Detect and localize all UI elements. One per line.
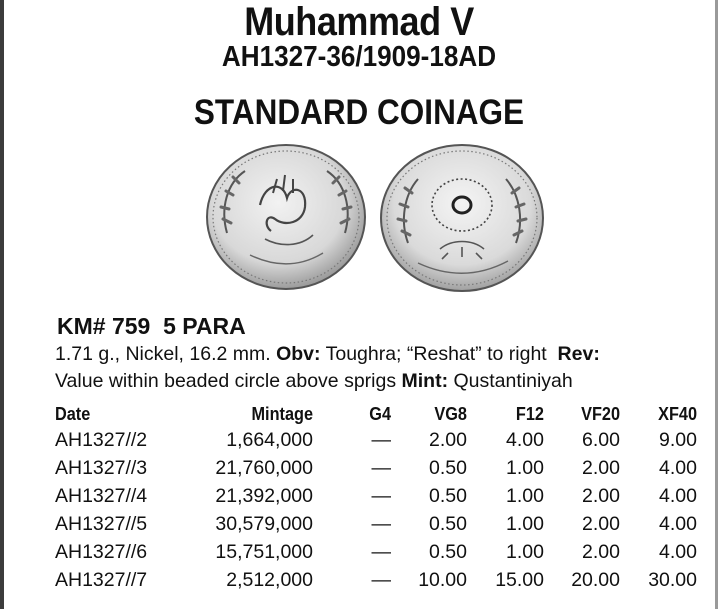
cell-xf40: 4.00 [659, 540, 697, 563]
cell-g4: — [371, 540, 391, 563]
cell-mintage: 2,512,000 [226, 568, 313, 591]
cell-vf20: 2.00 [582, 456, 620, 479]
header-date: Date [55, 402, 91, 424]
coin-obverse-image [205, 143, 367, 296]
cell-mintage: 21,392,000 [215, 484, 313, 507]
left-page-edge [0, 0, 4, 609]
mintage-price-table [55, 401, 697, 594]
cell-mintage: 30,579,000 [215, 512, 313, 535]
cell-vf20: 20.00 [571, 568, 620, 591]
cell-vg8: 0.50 [429, 540, 467, 563]
table-row [55, 510, 697, 538]
km-number: KM# 759 [57, 313, 151, 339]
cell-date: AH1327//5 [55, 512, 148, 535]
cell-f12: 1.00 [506, 540, 544, 563]
cell-vg8: 2.00 [429, 428, 467, 451]
cell-g4: — [371, 484, 391, 507]
obverse-label: Obv: [276, 343, 321, 365]
cell-f12: 1.00 [506, 512, 544, 535]
coin-reverse-image [378, 143, 546, 298]
cell-vg8: 0.50 [429, 484, 467, 507]
table-row [55, 538, 697, 566]
cell-g4: — [371, 428, 391, 451]
catalog-entry-title [57, 313, 246, 340]
reign-dates: AH1327-36/1909-18AD [221, 41, 497, 73]
series-title: STANDARD COINAGE [193, 93, 525, 132]
header-mintage: Mintage [251, 402, 313, 424]
cell-xf40: 4.00 [659, 484, 697, 507]
cell-date: AH1327//2 [55, 428, 148, 451]
cell-xf40: 30.00 [648, 568, 697, 591]
table-row [55, 426, 697, 454]
table-row [55, 482, 697, 510]
coin-specs: 1.71 g., Nickel, 16.2 mm. [55, 343, 271, 365]
cell-vf20: 2.00 [582, 512, 620, 535]
cell-f12: 4.00 [506, 428, 544, 451]
denomination: 5 PARA [163, 313, 246, 339]
description-line-1 [55, 343, 600, 366]
header-xf40: XF40 [658, 402, 697, 424]
description-line-2 [55, 370, 573, 393]
cell-vg8: 0.50 [429, 512, 467, 535]
obverse-description: Toughra; “Reshat” to right [325, 343, 547, 365]
mint-name: Qustantiniyah [453, 370, 573, 392]
cell-g4: — [371, 512, 391, 535]
mint-label: Mint: [401, 370, 449, 392]
cell-vf20: 2.00 [582, 484, 620, 507]
cell-date: AH1327//4 [55, 484, 148, 507]
cell-vf20: 2.00 [582, 540, 620, 563]
cell-g4: — [371, 456, 391, 479]
cell-g4: — [371, 568, 391, 591]
cell-mintage: 15,751,000 [215, 540, 313, 563]
cell-xf40: 4.00 [659, 512, 697, 535]
table-row [55, 454, 697, 482]
cell-vf20: 6.00 [582, 428, 620, 451]
ruler-title: Muhammad V [244, 0, 474, 44]
cell-xf40: 9.00 [659, 428, 697, 451]
cell-f12: 1.00 [506, 484, 544, 507]
cell-xf40: 4.00 [659, 456, 697, 479]
header-vf20: VF20 [581, 402, 620, 424]
table-header-row [55, 401, 697, 426]
cell-date: AH1327//6 [55, 540, 148, 563]
cell-vg8: 0.50 [429, 456, 467, 479]
header-g4: G4 [369, 402, 391, 424]
cell-vg8: 10.00 [418, 568, 467, 591]
cell-f12: 15.00 [495, 568, 544, 591]
header-vg8: VG8 [434, 402, 467, 424]
header-f12: F12 [515, 402, 544, 424]
cell-mintage: 1,664,000 [226, 428, 313, 451]
reverse-label: Rev: [557, 343, 600, 365]
cell-f12: 1.00 [506, 456, 544, 479]
cell-date: AH1327//3 [55, 456, 148, 479]
cell-date: AH1327//7 [55, 568, 148, 591]
table-row [55, 566, 697, 594]
cell-mintage: 21,760,000 [215, 456, 313, 479]
reverse-description: Value within beaded circle above sprigs [55, 370, 397, 392]
